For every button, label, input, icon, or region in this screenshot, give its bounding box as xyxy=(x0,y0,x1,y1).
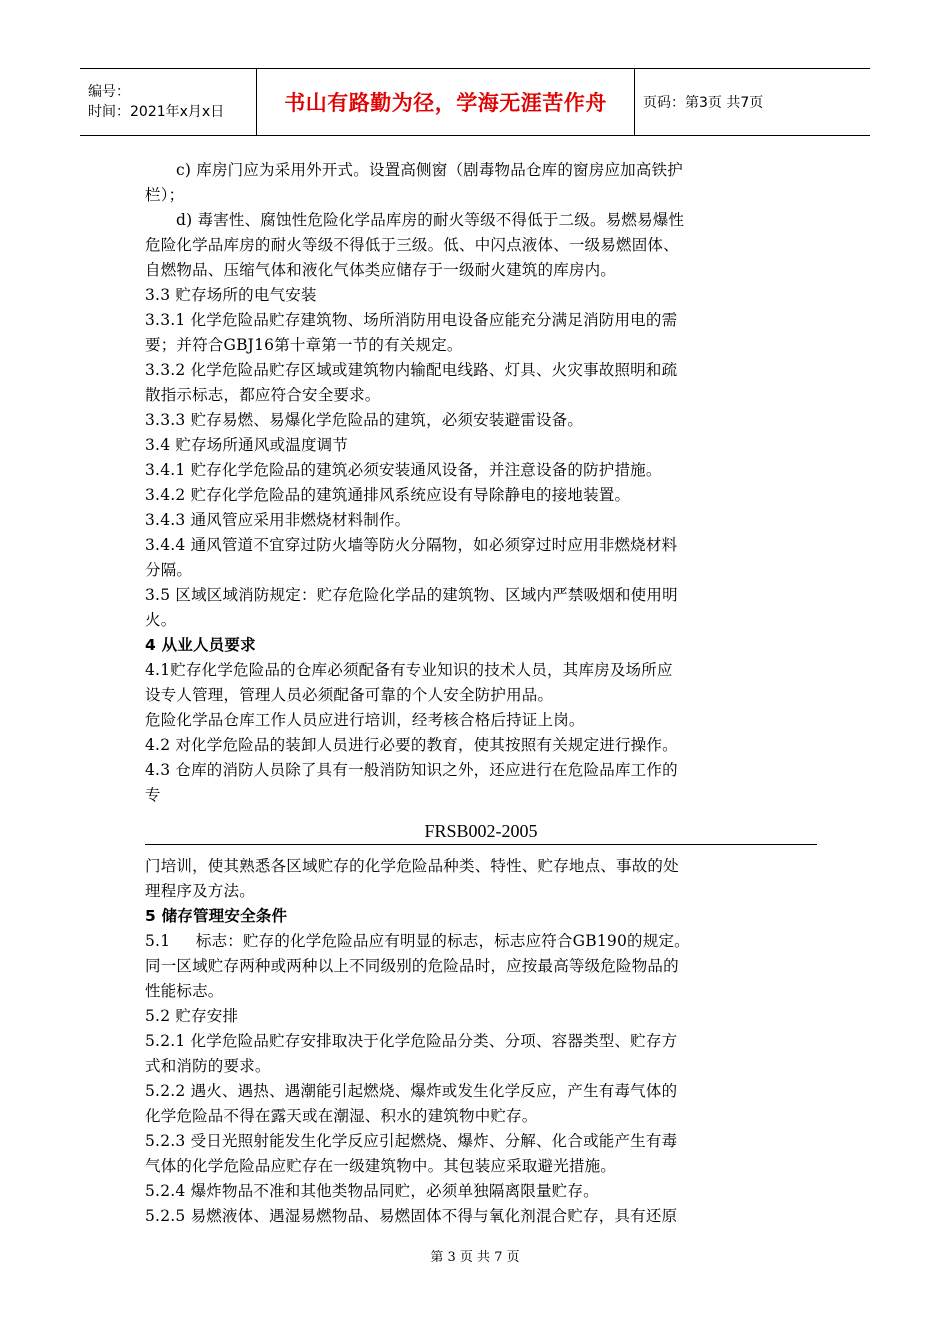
text-line: 危险化学品仓库工作人员应进行培训，经考核合格后持证上岗。 xyxy=(145,711,585,729)
text-line: 危险化学品库房的耐火等级不得低于三级。低、中闪点液体、一级易燃固体、 xyxy=(145,236,679,254)
document-code-rule xyxy=(145,844,817,845)
page-header xyxy=(80,68,870,136)
text-line: c) 库房门应为采用外开式。设置高侧窗（剧毒物品仓库的窗房应加高铁护 xyxy=(176,161,683,179)
text-line: 3.4.3 通风管应采用非燃烧材料制作。 xyxy=(145,511,411,529)
text-line: 自燃物品、压缩气体和液化气体类应储存于一级耐火建筑的库房内。 xyxy=(145,261,617,279)
header-motto: 书山有路勤为径，学海无涯苦作舟 xyxy=(257,69,635,135)
text-line: 散指示标志，都应符合安全要求。 xyxy=(145,386,381,404)
section-heading: 5 储存管理安全条件 xyxy=(145,907,288,925)
text-line: 4.2 对化学危险品的装卸人员进行必要的教育，使其按照有关规定进行操作。 xyxy=(145,736,678,754)
text-line: 4.3 仓库的消防人员除了具有一般消防知识之外，还应进行在危险品库工作的 xyxy=(145,761,678,779)
text-line: 3.3.1 化学危险品贮存建筑物、场所消防用电设备应能充分满足消防用电的需 xyxy=(145,311,678,329)
text-line: 理程序及方法。 xyxy=(145,882,255,900)
header-page-info: 页码：第3页 共7页 xyxy=(643,95,764,111)
text-line: 3.4.4 通风管道不宜穿过防火墙等防火分隔物，如必须穿过时应用非燃烧材料 xyxy=(145,536,678,554)
text-line: 5.2.5 易燃液体、遇湿易燃物品、易燃固体不得与氧化剂混合贮存，具有还原 xyxy=(145,1207,678,1225)
text-line: 5.2.4 爆炸物品不准和其他类物品同贮，必须单独隔离限量贮存。 xyxy=(145,1182,599,1200)
text-line: 3.4.2 贮存化学危险品的建筑通排风系统应设有导除静电的接地装置。 xyxy=(145,486,631,504)
body-text-top xyxy=(145,158,809,808)
text-line: 3.5 区域区域消防规定：贮存危险化学品的建筑物、区域内严禁吸烟和使用明 xyxy=(145,586,678,604)
text-line: 性能标志。 xyxy=(145,982,224,1000)
text-line: 5.2 贮存安排 xyxy=(145,1007,239,1025)
text-line: 门培训，使其熟悉各区域贮存的化学危险品种类、特性、贮存地点、事故的处 xyxy=(145,857,679,875)
text-line: 4.1贮存化学危险品的仓库必须配备有专业知识的技术人员，其库房及场所应 xyxy=(145,661,673,679)
text-line: 火。 xyxy=(145,611,177,629)
text-line: 气体的化学危险品应贮存在一级建筑物中。其包装应采取避光措施。 xyxy=(145,1157,617,1175)
text-line: 要；并符合GBJ16第十章第一节的有关规定。 xyxy=(145,336,463,354)
text-line: d) 毒害性、腐蚀性危险化学品库房的耐火等级不得低于二级。易燃易爆性 xyxy=(176,211,685,229)
text-line: 3.3 贮存场所的电气安装 xyxy=(145,286,317,304)
text-line: 3.3.2 化学危险品贮存区域或建筑物内输配电线路、灯具、火灾事故照明和疏 xyxy=(145,361,678,379)
text-line: 5.2.1 化学危险品贮存安排取决于化学危险品分类、分项、容器类型、贮存方 xyxy=(145,1032,678,1050)
text-line: 栏）； xyxy=(145,186,185,204)
section-heading: 4 从业人员要求 xyxy=(145,636,256,654)
document-number-label: 编号： xyxy=(88,84,130,100)
text-line: 同一区域贮存两种或两种以上不同级别的危险品时，应按最高等级危险物品的 xyxy=(145,957,679,975)
page-footer: 第 3 页 共 7 页 xyxy=(430,1250,520,1265)
document-time-label: 时间：2021年x月x日 xyxy=(88,104,225,120)
text-line: 设专人管理，管理人员必须配备可靠的个人安全防护用品。 xyxy=(145,686,554,704)
text-line: 化学危险品不得在露天或在潮湿、积水的建筑物中贮存。 xyxy=(145,1107,538,1125)
text-line: 专 xyxy=(145,786,161,804)
text-line: 3.4 贮存场所通风或温度调节 xyxy=(145,436,349,454)
text-line: 式和消防的要求。 xyxy=(145,1057,271,1075)
text-line: 5.2.2 遇火、遇热、遇潮能引起燃烧、爆炸或发生化学反应，产生有毒气体的 xyxy=(145,1082,678,1100)
text-line: 分隔。 xyxy=(145,561,193,579)
document-code: FRSB002-2005 xyxy=(424,821,538,841)
body-text-bottom xyxy=(145,854,809,1229)
text-line: 5.1 标志：贮存的化学危险品应有明显的标志，标志应符合GB190的规定。 xyxy=(145,932,690,950)
text-line: 5.2.3 受日光照射能发生化学反应引起燃烧、爆炸、分解、化合或能产生有毒 xyxy=(145,1132,678,1150)
text-line: 3.3.3 贮存易燃、易爆化学危险品的建筑，必须安装避雷设备。 xyxy=(145,411,584,429)
text-line: 3.4.1 贮存化学危险品的建筑必须安装通风设备，并注意设备的防护措施。 xyxy=(145,461,662,479)
header-meta xyxy=(80,69,257,135)
